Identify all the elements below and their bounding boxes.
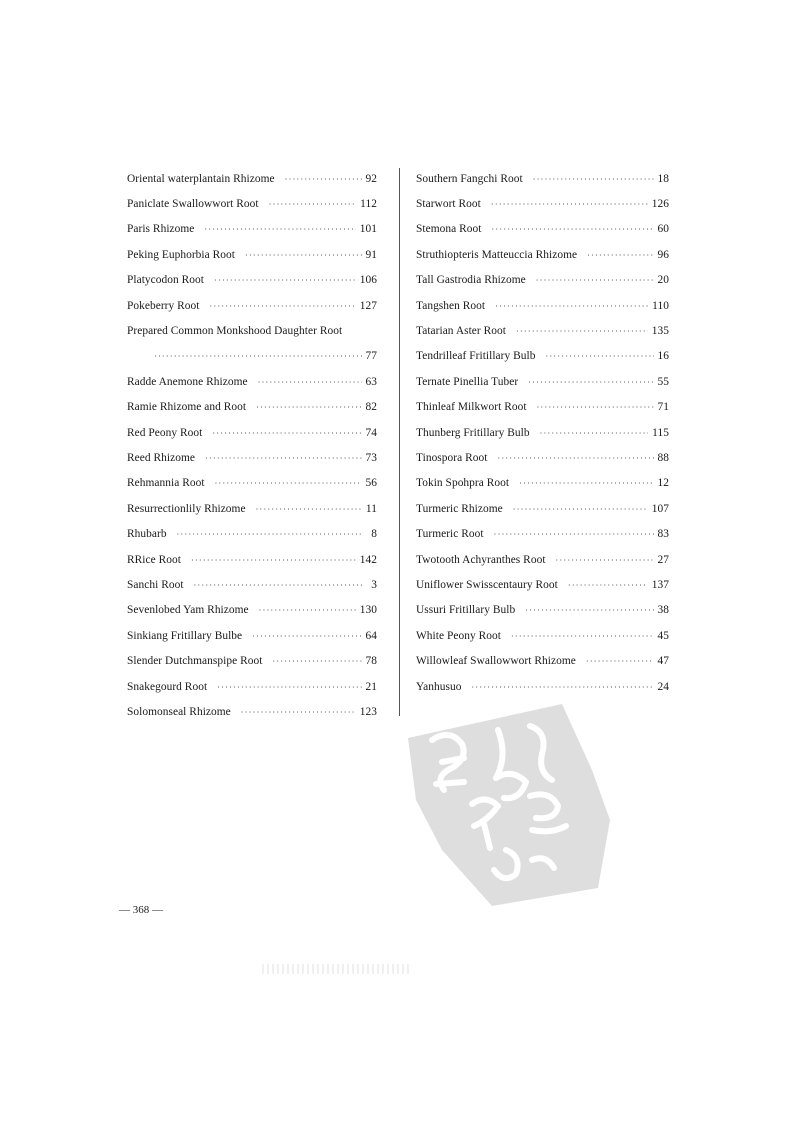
entry-name: Sanchi Root — [127, 578, 184, 591]
entry-page-number: 112 — [360, 198, 377, 211]
entry-page-number: 21 — [365, 680, 377, 693]
leader-dots — [519, 478, 653, 488]
entry-page-number: 18 — [657, 172, 669, 185]
leader-dots — [511, 631, 654, 641]
entry-name: Oriental waterplantain Rhizome — [127, 172, 275, 185]
entry-page-number: 64 — [365, 629, 377, 642]
leader-dots — [194, 580, 363, 590]
index-entry — [127, 471, 377, 496]
entry-page-number: 45 — [657, 629, 669, 642]
leader-dots — [513, 504, 648, 514]
index-entry — [127, 674, 377, 699]
leader-dots — [259, 605, 356, 615]
entry-page-number: 88 — [657, 451, 669, 464]
index-entry — [416, 293, 669, 318]
leader-dots — [215, 478, 362, 488]
entry-name: Twotooth Achyranthes Root — [416, 553, 546, 566]
entry-page-number: 91 — [365, 248, 377, 261]
index-entry — [127, 572, 377, 597]
index-entry — [127, 521, 377, 546]
entry-name: Ussuri Fritillary Bulb — [416, 604, 516, 617]
entry-name: Struthiopteris Matteuccia Rhizome — [416, 248, 578, 261]
index-entry — [127, 268, 377, 293]
entry-page-number: 107 — [651, 502, 669, 515]
seal-stamp-watermark — [402, 700, 614, 910]
entry-page-number: 74 — [365, 426, 377, 439]
leader-dots — [536, 275, 654, 285]
leader-dots — [191, 555, 356, 565]
entry-name: Uniflower Swisscentaury Root — [416, 578, 558, 591]
leader-dots — [491, 224, 653, 234]
entry-name: Turmeric Root — [416, 528, 484, 541]
leader-dots — [494, 529, 654, 539]
leader-dots — [556, 555, 654, 565]
index-entry — [416, 674, 669, 699]
entry-name: Tall Gastrodia Rhizome — [416, 274, 526, 287]
index-entry — [127, 420, 377, 445]
index-entry — [127, 598, 377, 623]
index-entry — [127, 445, 377, 470]
leader-dots — [252, 631, 361, 641]
index-entry — [416, 344, 669, 369]
entry-page-number: 55 — [657, 375, 669, 388]
entry-name: Ramie Rhizome and Root — [127, 401, 247, 414]
entry-name: Tatarian Aster Root — [416, 325, 506, 338]
index-entry — [416, 318, 669, 343]
entry-page-number: 27 — [657, 553, 669, 566]
entry-name: Radde Anemone Rhizome — [127, 375, 248, 388]
entry-page-number: 110 — [652, 299, 669, 312]
leader-dots — [272, 656, 361, 666]
entry-name: Ternate Pinellia Tuber — [416, 375, 519, 388]
entry-name: Paris Rhizome — [127, 223, 195, 236]
entry-name: Rehmannia Root — [127, 477, 205, 490]
entry-name: Tendrilleaf Fritillary Bulb — [416, 350, 536, 363]
leader-dots — [177, 529, 363, 539]
index-entry — [416, 217, 669, 242]
index-entry — [127, 648, 377, 673]
index-entry — [416, 268, 669, 293]
entry-name: Tangshen Root — [416, 299, 486, 312]
entry-name: White Peony Root — [416, 629, 501, 642]
leader-dots — [245, 250, 362, 260]
leader-dots — [495, 301, 648, 311]
entry-page-number: 63 — [365, 375, 377, 388]
entry-name: Snakegourd Root — [127, 680, 208, 693]
leader-dots — [217, 682, 361, 692]
entry-name: Rhubarb — [127, 528, 167, 541]
leader-dots — [258, 377, 362, 387]
index-entry — [416, 166, 669, 191]
index-entry — [416, 369, 669, 394]
entry-page-number: 135 — [651, 325, 669, 338]
entry-name: Solomonseal Rhizome — [127, 705, 231, 718]
entry-page-number: 24 — [657, 680, 669, 693]
entry-page-number: 16 — [657, 350, 669, 363]
entry-name: Paniclate Swallowwort Root — [127, 198, 259, 211]
index-entry — [416, 623, 669, 648]
leader-dots — [537, 402, 654, 412]
entry-page-number: 137 — [651, 578, 669, 591]
leader-dots — [256, 504, 362, 514]
entry-name: Sinkiang Fritillary Bulbe — [127, 629, 243, 642]
index-entry — [127, 369, 377, 394]
entry-page-number: 38 — [657, 604, 669, 617]
entry-name: Starwort Root — [416, 198, 481, 211]
leader-dots — [498, 453, 654, 463]
leader-dots — [256, 402, 361, 412]
leader-dots — [540, 428, 649, 438]
leader-dots — [204, 224, 355, 234]
leader-dots — [471, 682, 653, 692]
entry-page-number: 126 — [651, 198, 669, 211]
entry-name: Pokeberry Root — [127, 299, 200, 312]
index-entry — [127, 191, 377, 216]
index-entry — [127, 293, 377, 318]
entry-name: Thunberg Fritillary Bulb — [416, 426, 530, 439]
entry-name: Peking Euphorbia Root — [127, 248, 235, 261]
index-entry — [127, 242, 377, 267]
entry-page-number: 56 — [365, 477, 377, 490]
leader-dots — [210, 301, 356, 311]
entry-name: Tinospora Root — [416, 451, 488, 464]
index-entry — [416, 445, 669, 470]
entry-page-number: 142 — [359, 553, 377, 566]
index-entry — [127, 318, 377, 343]
entry-page-number: 11 — [365, 502, 377, 515]
leader-dots — [205, 453, 362, 463]
entry-name: Yanhusuo — [416, 680, 462, 693]
entry-name: Southern Fangchi Root — [416, 172, 523, 185]
entry-name: RRice Root — [127, 553, 181, 566]
entry-page-number: 77 — [365, 350, 377, 363]
leader-dots — [528, 377, 653, 387]
index-entry — [416, 521, 669, 546]
entry-name: Resurrectionlily Rhizome — [127, 502, 246, 515]
scan-artifact — [262, 964, 412, 974]
entry-page-number: 47 — [657, 655, 669, 668]
entry-page-number: 82 — [365, 401, 377, 414]
entry-name: Tokin Spohpra Root — [416, 477, 510, 490]
entry-name: Willowleaf Swallowwort Rhizome — [416, 655, 576, 668]
index-entry — [416, 547, 669, 572]
leader-dots — [214, 275, 356, 285]
index-entry — [127, 699, 377, 724]
entry-name: Prepared Common Monkshood Daughter Root — [127, 325, 343, 338]
leader-dots — [269, 199, 357, 209]
leader-dots — [516, 326, 648, 336]
leader-dots — [586, 656, 654, 666]
leader-dots — [154, 351, 362, 361]
leader-dots — [212, 428, 361, 438]
entry-page-number: 20 — [657, 274, 669, 287]
index-entry — [127, 166, 377, 191]
index-entry — [416, 598, 669, 623]
entry-page-number: 12 — [657, 477, 669, 490]
entry-name: Reed Rhizome — [127, 451, 195, 464]
index-entry — [127, 623, 377, 648]
leader-dots — [568, 580, 648, 590]
entry-page-number: 83 — [657, 528, 669, 541]
index-column-left — [127, 166, 377, 725]
entry-name: Thinleaf Milkwort Root — [416, 401, 527, 414]
index-entry — [416, 471, 669, 496]
entry-page-number: 73 — [365, 451, 377, 464]
leader-dots — [546, 351, 654, 361]
entry-page-number: 8 — [371, 528, 377, 541]
index-entry — [127, 395, 377, 420]
entry-page-number: 3 — [371, 578, 377, 591]
index-entry — [416, 191, 669, 216]
leader-dots — [285, 174, 362, 184]
entry-name: Sevenlobed Yam Rhizome — [127, 604, 249, 617]
entry-page-number: 78 — [365, 655, 377, 668]
index-entry — [416, 648, 669, 673]
entry-page-number: 127 — [359, 299, 377, 312]
entry-page-number: 130 — [359, 604, 377, 617]
entry-name: Red Peony Root — [127, 426, 203, 439]
entry-page-number: 123 — [359, 705, 377, 718]
index-entry — [416, 572, 669, 597]
entry-page-number: 101 — [359, 223, 377, 236]
entry-page-number: 92 — [365, 172, 377, 185]
entry-name: Stemona Root — [416, 223, 482, 236]
column-divider — [399, 168, 400, 716]
entry-name: Platycodon Root — [127, 274, 205, 287]
leader-dots — [587, 250, 653, 260]
leader-dots — [533, 174, 654, 184]
index-entry — [127, 217, 377, 242]
entry-page-number: 96 — [657, 248, 669, 261]
index-entry — [127, 496, 377, 521]
entry-name: Turmeric Rhizome — [416, 502, 503, 515]
index-column-right — [416, 166, 669, 699]
leader-dots — [525, 605, 653, 615]
index-entry — [416, 420, 669, 445]
leader-dots — [241, 707, 356, 717]
entry-page-number: 106 — [359, 274, 377, 287]
index-entry — [416, 395, 669, 420]
index-entry — [416, 242, 669, 267]
index-entry — [127, 344, 377, 369]
entry-page-number: 71 — [657, 401, 669, 414]
index-entry — [127, 547, 377, 572]
leader-dots — [491, 199, 648, 209]
entry-name: Slender Dutchmanspipe Root — [127, 655, 263, 668]
page-number: — 368 — — [119, 904, 163, 916]
entry-page-number: 115 — [652, 426, 669, 439]
index-entry — [416, 496, 669, 521]
entry-page-number: 60 — [657, 223, 669, 236]
